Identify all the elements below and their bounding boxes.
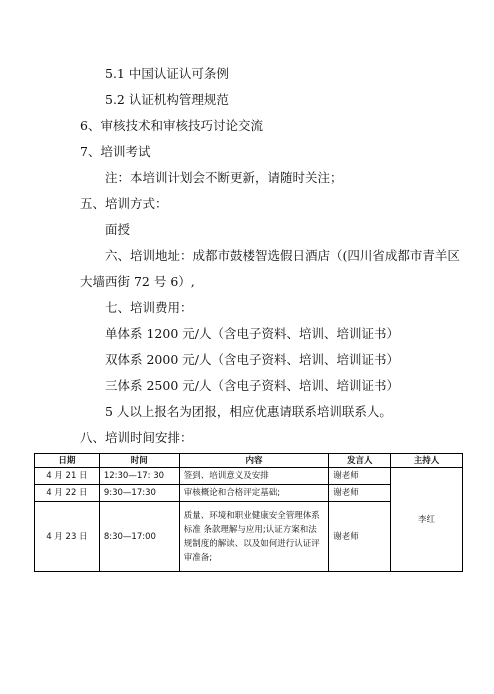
- text-line-5-1: 5.1 中国认证认可条例: [105, 66, 229, 81]
- fee-triple: 三体系 2500 元/人（含电子资料、培训、培训证书）: [105, 378, 399, 393]
- schedule-table: [34, 453, 463, 572]
- cell-content: 质量、环境和职业健康安全管理体系标准 条款理解与应用;认证方案和法规制度的解读、以及如何进行认证评审准备;: [179, 502, 329, 572]
- cell-content: 签到、培训意义及安排: [179, 468, 329, 485]
- header-time: 时间: [99, 454, 179, 468]
- cell-date: 4 月 22 日: [35, 485, 100, 502]
- cell-speaker: 谢老师: [329, 502, 391, 572]
- note-line: 注：本培训计划会不断更新，请随时关注；: [105, 170, 343, 185]
- cell-content: 审核概论和合格评定基础;: [179, 485, 329, 502]
- cell-speaker: 谢老师: [329, 468, 391, 485]
- training-method: 面授: [105, 222, 131, 237]
- text-line-5-2: 5.2 认证机构管理规范: [105, 92, 229, 107]
- group-discount-note: 5 人以上报名为团报，相应优惠请联系培训联系人。: [105, 404, 392, 419]
- section-heading-7: 七、培训费用：: [105, 300, 193, 315]
- header-content: 内容: [179, 454, 329, 468]
- table-row: [35, 468, 463, 485]
- text-line-7: 7、培训考试: [80, 144, 151, 159]
- table-header-row: [35, 454, 463, 468]
- header-host: 主持人: [391, 454, 463, 468]
- fee-double: 双体系 2000 元/人（含电子资料、培训、培训证书）: [105, 352, 399, 367]
- header-speaker: 发言人: [329, 454, 391, 468]
- cell-date: 4 月 23 日: [35, 502, 100, 572]
- cell-time: 8:30—17:00: [99, 502, 179, 572]
- cell-time: 12:30—17: 30: [99, 468, 179, 485]
- section-heading-5: 五、培训方式：: [80, 196, 168, 211]
- section-heading-6: 六、培训地址：成都市鼓楼智选假日酒店（(四川省成都市青羊区: [105, 248, 460, 263]
- header-date: 日期: [35, 454, 100, 468]
- fee-single: 单体系 1200 元/人（含电子资料、培训、培训证书）: [105, 326, 399, 341]
- address-continued: 大墙西街 72 号 6）,: [80, 274, 195, 289]
- cell-host: 李红: [391, 468, 463, 572]
- cell-date: 4 月 21 日: [35, 468, 100, 485]
- cell-time: 9:30—17:30: [99, 485, 179, 502]
- text-line-6: 6、审核技术和审核技巧讨论交流: [80, 118, 263, 133]
- section-heading-8: 八、培训时间安排：: [80, 430, 193, 445]
- cell-speaker: 谢老师: [329, 485, 391, 502]
